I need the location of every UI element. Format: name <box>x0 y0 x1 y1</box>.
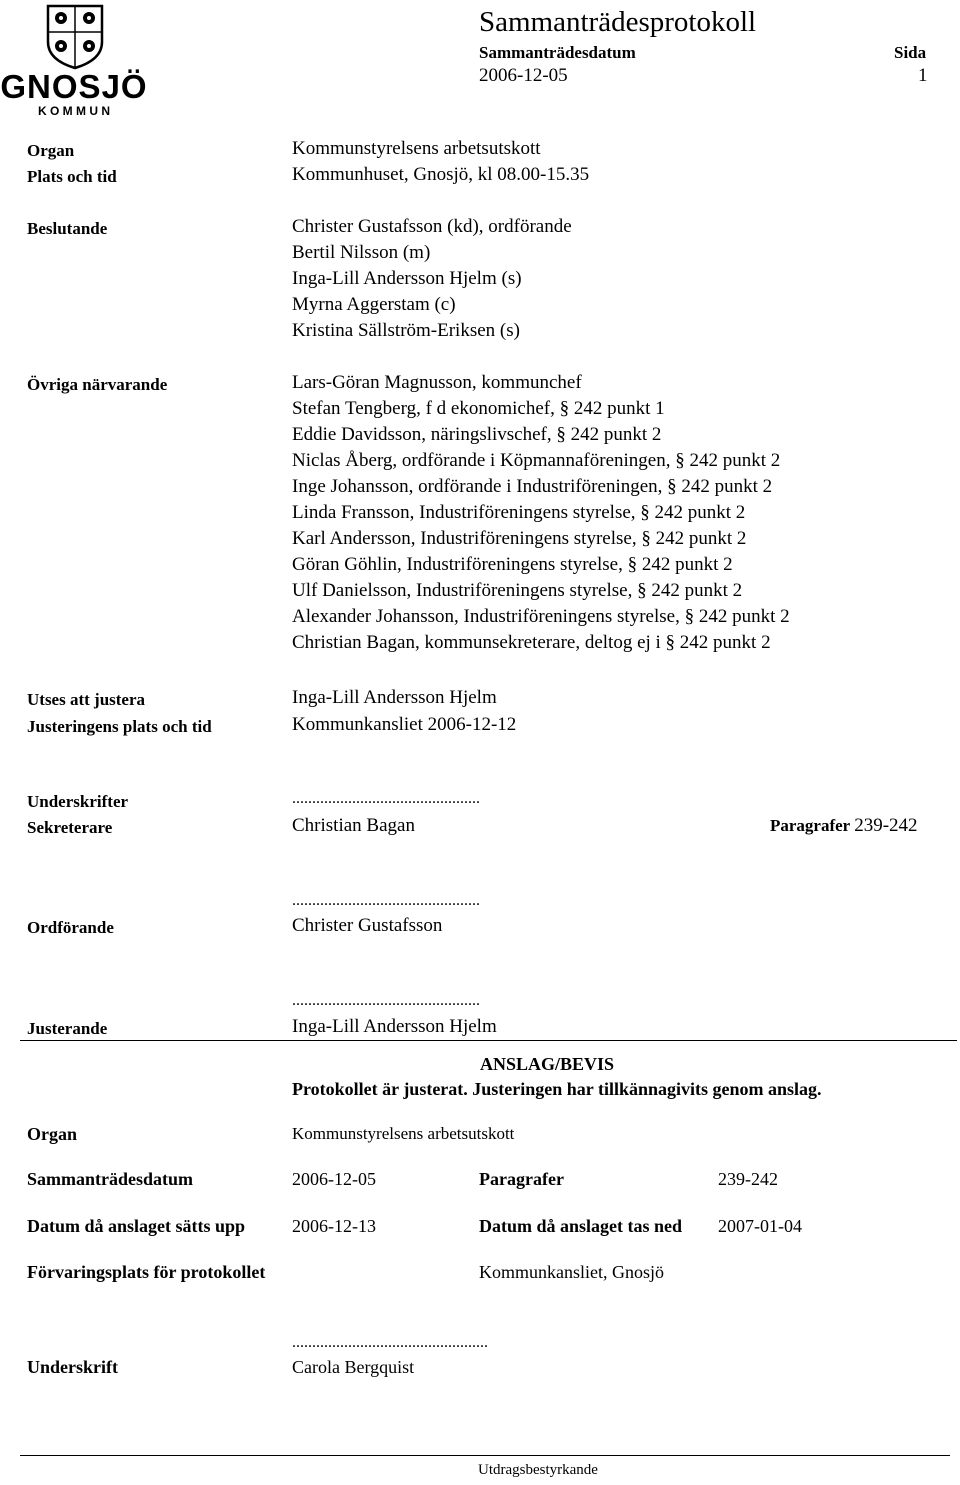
adjuster-label: Justerande <box>27 1019 108 1038</box>
document-title: Sammanträdesprotokoll <box>479 6 757 38</box>
list-item: Göran Göhlin, Industriföreningens styrelse, § 242 punkt 2 <box>292 554 733 575</box>
signature-line: ............................................... <box>292 892 480 909</box>
list-item: Karl Andersson, Industriföreningens styrelse, § 242 punkt 2 <box>292 528 747 549</box>
adjustment-place-value: Kommunkansliet 2006-12-12 <box>292 714 517 735</box>
list-item: Linda Fransson, Industriföreningens styrelse, § 242 punkt 2 <box>292 502 746 523</box>
secretary-label: Sekreterare <box>27 818 113 837</box>
adjustment-place-label: Justeringens plats och tid <box>27 717 212 736</box>
deciding-list <box>292 214 572 344</box>
others-list <box>292 370 790 656</box>
list-item: Lars-Göran Magnusson, kommunchef <box>292 372 582 393</box>
organ-label: Organ <box>27 141 75 160</box>
notice-statement: Protokollet är justerat. Justeringen har tillkännagivits genom anslag. <box>292 1079 822 1099</box>
paragraphs-value: 239-242 <box>854 815 918 836</box>
notice-signature-label: Underskrift <box>27 1357 118 1377</box>
notice-organ-label: Organ <box>27 1124 78 1144</box>
list-item: Christian Bagan, kommunsekreterare, deltog ej i § 242 punkt 2 <box>292 632 771 653</box>
adjuster-name: Inga-Lill Andersson Hjelm <box>292 1016 497 1037</box>
posted-date-value: 2006-12-13 <box>292 1216 376 1236</box>
paragraphs-block <box>770 815 918 837</box>
footer-text: Utdragsbestyrkande <box>478 1462 598 1478</box>
list-item: Stefan Tengberg, f d ekonomichef, § 242 punkt 1 <box>292 398 665 419</box>
signature-line: ............................................... <box>292 992 480 1009</box>
chair-name: Christer Gustafsson <box>292 915 443 936</box>
page-number: 1 <box>918 65 928 86</box>
section-divider <box>20 1040 957 1041</box>
place-label: Plats och tid <box>27 167 117 186</box>
list-item: Inga-Lill Andersson Hjelm (s) <box>292 268 522 289</box>
notice-signature-name: Carola Bergquist <box>292 1357 415 1377</box>
storage-value: Kommunkansliet, Gnosjö <box>479 1262 664 1282</box>
storage-label: Förvaringsplats för protokollet <box>27 1262 266 1282</box>
secretary-name: Christian Bagan <box>292 815 415 836</box>
place-value: Kommunhuset, Gnosjö, kl 08.00-15.35 <box>292 164 590 185</box>
logo-name: GNOSJÖ <box>0 68 148 105</box>
list-item: Christer Gustafsson (kd), ordförande <box>292 216 572 237</box>
notice-date-label: Sammanträdesdatum <box>27 1169 194 1189</box>
page-label: Sida <box>894 43 927 62</box>
paragraphs-label: Paragrafer <box>770 816 851 835</box>
chair-label: Ordförande <box>27 918 114 937</box>
list-item: Niclas Åberg, ordförande i Köpmannaföreningen, § 242 punkt 2 <box>292 450 781 471</box>
list-item: Ulf Danielsson, Industriföreningens styrelse, § 242 punkt 2 <box>292 580 743 601</box>
organ-value: Kommunstyrelsens arbetsutskott <box>292 138 541 159</box>
signature-line: ............................................... <box>292 790 480 807</box>
signatures-heading: Underskrifter <box>27 792 129 811</box>
signature-line: ................................................. <box>292 1334 488 1351</box>
notice-paragraphs-label: Paragrafer <box>479 1169 564 1189</box>
list-item: Alexander Johansson, Industriföreningens styrelse, § 242 punkt 2 <box>292 606 790 627</box>
posted-date-label: Datum då anslaget sätts upp <box>27 1216 246 1236</box>
notice-organ-value: Kommunstyrelsens arbetsutskott <box>292 1124 515 1143</box>
appointed-adjuster-value: Inga-Lill Andersson Hjelm <box>292 687 497 708</box>
notice-date-value: 2006-12-05 <box>292 1169 376 1189</box>
deciding-label: Beslutande <box>27 219 108 238</box>
notice-paragraphs-value: 239-242 <box>718 1169 778 1189</box>
meeting-date-label: Sammanträdesdatum <box>479 43 636 62</box>
others-label: Övriga närvarande <box>27 375 168 394</box>
list-item: Inge Johansson, ordförande i Industriföreningen, § 242 punkt 2 <box>292 476 773 497</box>
list-item: Bertil Nilsson (m) <box>292 242 431 263</box>
removed-date-label: Datum då anslaget tas ned <box>479 1216 683 1236</box>
list-item: Eddie Davidsson, näringslivschef, § 242 punkt 2 <box>292 424 662 445</box>
meeting-date-value: 2006-12-05 <box>479 65 568 86</box>
list-item: Kristina Sällström-Eriksen (s) <box>292 320 520 341</box>
coat-of-arms-icon <box>0 2 150 117</box>
appointed-adjuster-label: Utses att justera <box>27 690 146 709</box>
list-item: Myrna Aggerstam (c) <box>292 294 456 315</box>
municipality-logo <box>0 2 150 117</box>
removed-date-value: 2007-01-04 <box>718 1216 802 1236</box>
notice-heading: ANSLAG/BEVIS <box>480 1054 615 1074</box>
footer-divider <box>20 1455 950 1456</box>
logo-sub: K O M M U N <box>38 104 110 117</box>
